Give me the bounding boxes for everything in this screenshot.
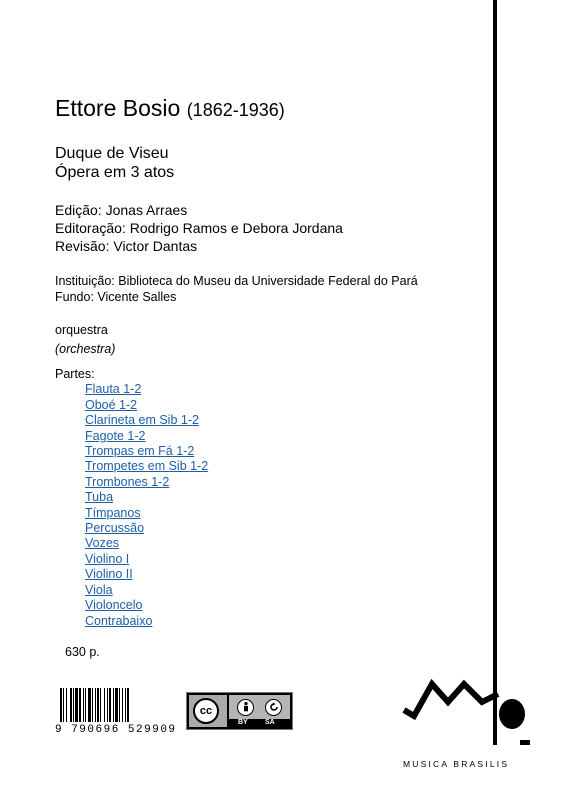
credit-editoracao: Editoração: Rodrigo Ramos e Debora Jordana bbox=[55, 220, 343, 236]
list-item bbox=[85, 567, 208, 582]
parts-list bbox=[55, 382, 208, 629]
brand-name: MUSICA BRASILIS bbox=[403, 759, 510, 769]
cc-by-label: BY bbox=[238, 719, 248, 726]
barcode-bars bbox=[60, 688, 160, 722]
share-alike-icon bbox=[265, 699, 282, 716]
part-link[interactable]: Violino II bbox=[85, 567, 133, 582]
parts-section bbox=[55, 367, 208, 629]
barcode-bar bbox=[60, 688, 62, 722]
part-link[interactable]: Oboé 1-2 bbox=[85, 397, 138, 412]
credit-edicao: Edição: Jonas Arraes bbox=[55, 202, 188, 218]
barcode-number: 9 790696 529909 bbox=[55, 724, 177, 736]
instrumentation bbox=[55, 321, 115, 359]
list-item bbox=[85, 413, 208, 428]
work-info bbox=[55, 144, 174, 182]
list-item bbox=[85, 444, 208, 459]
vertical-rule bbox=[493, 0, 497, 745]
part-link[interactable]: Trombones 1-2 bbox=[85, 474, 170, 489]
barcode-bar bbox=[83, 688, 84, 722]
barcode-bar bbox=[119, 688, 120, 722]
list-item bbox=[85, 382, 208, 397]
barcode-bar bbox=[88, 688, 91, 722]
part-link[interactable]: Percussão bbox=[85, 521, 145, 536]
institution-line: Instituição: Biblioteca do Museu da Universidade Federal do Pará bbox=[55, 274, 418, 288]
list-item bbox=[85, 398, 208, 413]
credits bbox=[55, 201, 343, 255]
institution-info bbox=[55, 273, 418, 305]
barcode-bar bbox=[107, 688, 108, 722]
fundo-line: Fundo: Vicente Salles bbox=[55, 290, 177, 304]
person-icon bbox=[237, 699, 254, 716]
list-item bbox=[85, 521, 208, 536]
barcode-bar bbox=[73, 688, 74, 722]
composer-name: Ettore Bosio bbox=[55, 95, 181, 121]
barcode-bar bbox=[104, 688, 105, 722]
barcode-bar bbox=[92, 688, 93, 722]
barcode-bar bbox=[66, 688, 67, 722]
list-item bbox=[85, 459, 208, 474]
barcode-bar bbox=[97, 688, 99, 722]
list-item bbox=[85, 536, 208, 551]
barcode-bar bbox=[85, 688, 86, 722]
barcode-bar bbox=[115, 688, 118, 722]
part-link[interactable]: Clarineta em Sib 1-2 bbox=[85, 413, 199, 428]
part-link[interactable]: Violoncelo bbox=[85, 598, 143, 613]
part-link[interactable]: Vozes bbox=[85, 536, 120, 551]
instrumentation-pt: orquestra bbox=[55, 323, 108, 337]
part-link[interactable]: Tuba bbox=[85, 490, 114, 505]
composer-years: (1862-1936) bbox=[186, 100, 285, 120]
barcode-bar bbox=[122, 688, 123, 722]
list-item bbox=[85, 490, 208, 505]
part-link[interactable]: Viola bbox=[85, 582, 113, 597]
parts-label: Partes: bbox=[55, 367, 95, 381]
part-link[interactable]: Contrabaixo bbox=[85, 613, 153, 628]
cc-sa-label: SA bbox=[265, 719, 275, 726]
cc-license-badge bbox=[186, 692, 293, 730]
credit-revisao: Revisão: Victor Dantas bbox=[55, 238, 198, 254]
part-link[interactable]: Tímpanos bbox=[85, 505, 141, 520]
list-item bbox=[85, 598, 208, 613]
list-item bbox=[85, 475, 208, 490]
barcode-bar bbox=[109, 688, 111, 722]
cc-icon: cc bbox=[193, 698, 219, 724]
part-link[interactable]: Flauta 1-2 bbox=[85, 382, 142, 397]
musica-brasilis-logo bbox=[402, 678, 532, 748]
work-subtitle: Ópera em 3 atos bbox=[55, 164, 175, 181]
barcode bbox=[55, 688, 177, 738]
list-item bbox=[85, 552, 208, 567]
barcode-bar bbox=[113, 688, 114, 722]
barcode-bar bbox=[63, 688, 64, 722]
instrumentation-en: (orchestra) bbox=[55, 342, 116, 356]
page-count: 630 p. bbox=[65, 645, 100, 659]
part-link[interactable]: Trompetes em Sib 1-2 bbox=[85, 459, 209, 474]
composer-heading bbox=[55, 95, 285, 122]
barcode-bar bbox=[95, 688, 96, 722]
part-link[interactable]: Violino I bbox=[85, 551, 130, 566]
barcode-bar bbox=[125, 688, 126, 722]
part-link[interactable]: Trompas em Fá 1-2 bbox=[85, 444, 195, 459]
work-title: Duque de Viseu bbox=[55, 145, 169, 162]
barcode-bar bbox=[70, 688, 72, 722]
list-item bbox=[85, 583, 208, 598]
barcode-bar bbox=[127, 688, 129, 722]
list-item bbox=[85, 614, 208, 629]
list-item bbox=[85, 429, 208, 444]
part-link[interactable]: Fagote 1-2 bbox=[85, 428, 146, 443]
barcode-bar bbox=[79, 688, 81, 722]
barcode-bar bbox=[75, 688, 78, 722]
barcode-bar bbox=[100, 688, 101, 722]
list-item bbox=[85, 506, 208, 521]
